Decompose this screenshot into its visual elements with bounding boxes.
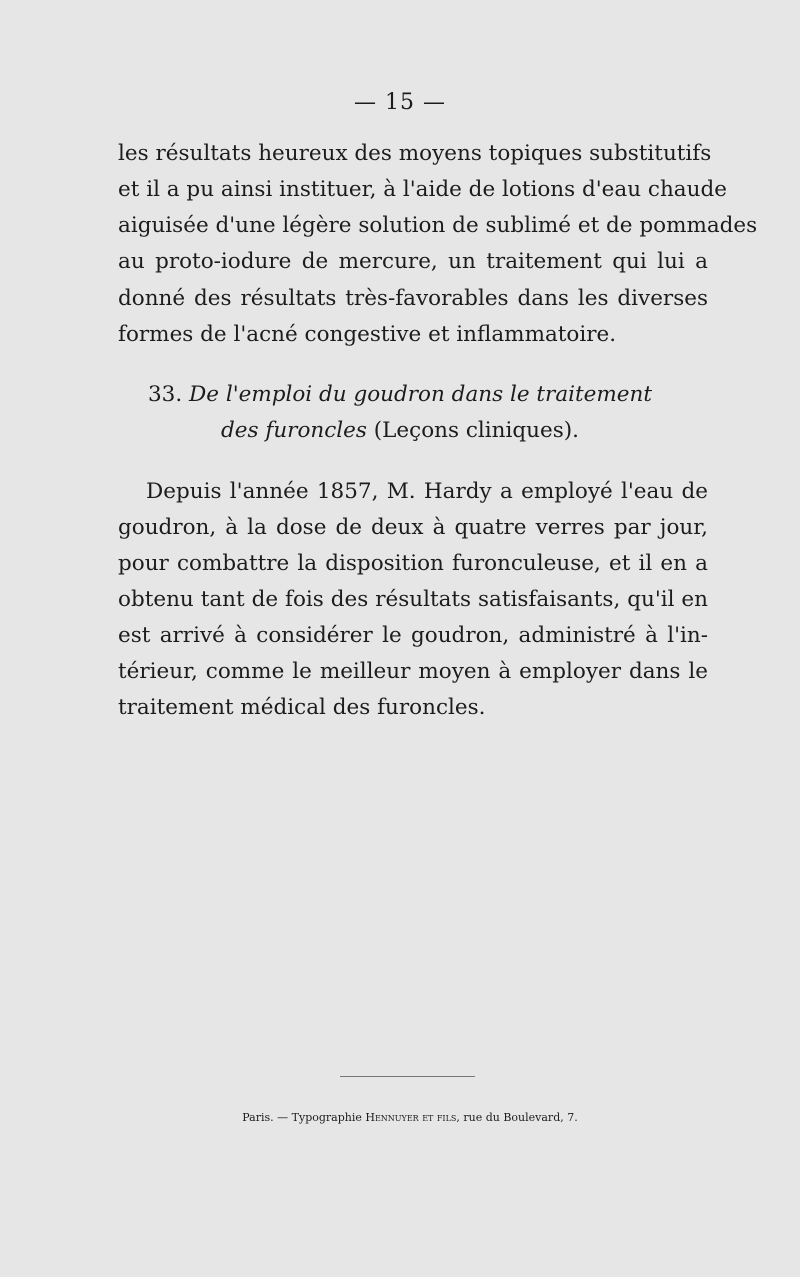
text-line: goudron, à la dose de deux à quatre verres par jour, [118,515,708,540]
section-title-source: (Leçons cliniques). [373,418,579,443]
imprint-suffix: , rue du Boulevard, 7. [456,1111,578,1124]
text-line: au proto-iodure de mercure, un traitement qui lui a [118,249,708,274]
imprint-printer: Hennuyer et fils [365,1111,457,1124]
text-line: aiguisée d'une légère solution de sublimé et de pommades [118,213,758,238]
printer-imprint [0,1111,800,1124]
text-line: obtenu tant de fois des résultats satisfaisants, qu'il en [118,587,708,612]
text-line: traitement médical des furoncles. [118,695,486,720]
text-line: donné des résultats très-favorables dans les diverses [118,286,708,311]
text-line: Depuis l'année 1857, M. Hardy a employé l'eau de [146,479,708,504]
text-line: formes de l'acné congestive et inflammatoire. [118,322,617,347]
text-line: les résultats heureux des moyens topiques substitutifs [118,141,712,166]
text-line: est arrivé à considérer le goudron, administré à l'in- [118,623,708,648]
section-title-line-1: De l'emploi du goudron dans le traitement [189,382,652,407]
text-line: térieur, comme le meilleur moyen à employer dans le [118,659,708,684]
section-number: 33. [147,382,183,407]
page-number: — 15 — [354,90,446,115]
divider-rule [340,1076,475,1077]
section-title-line-2: des furoncles [221,418,367,443]
text-line: et il a pu ainsi instituer, à l'aide de lotions d'eau chaude [118,177,727,202]
imprint-prefix: Paris. — Typographie [242,1111,362,1124]
text-line: pour combattre la disposition furonculeuse, et il en a [118,551,708,576]
